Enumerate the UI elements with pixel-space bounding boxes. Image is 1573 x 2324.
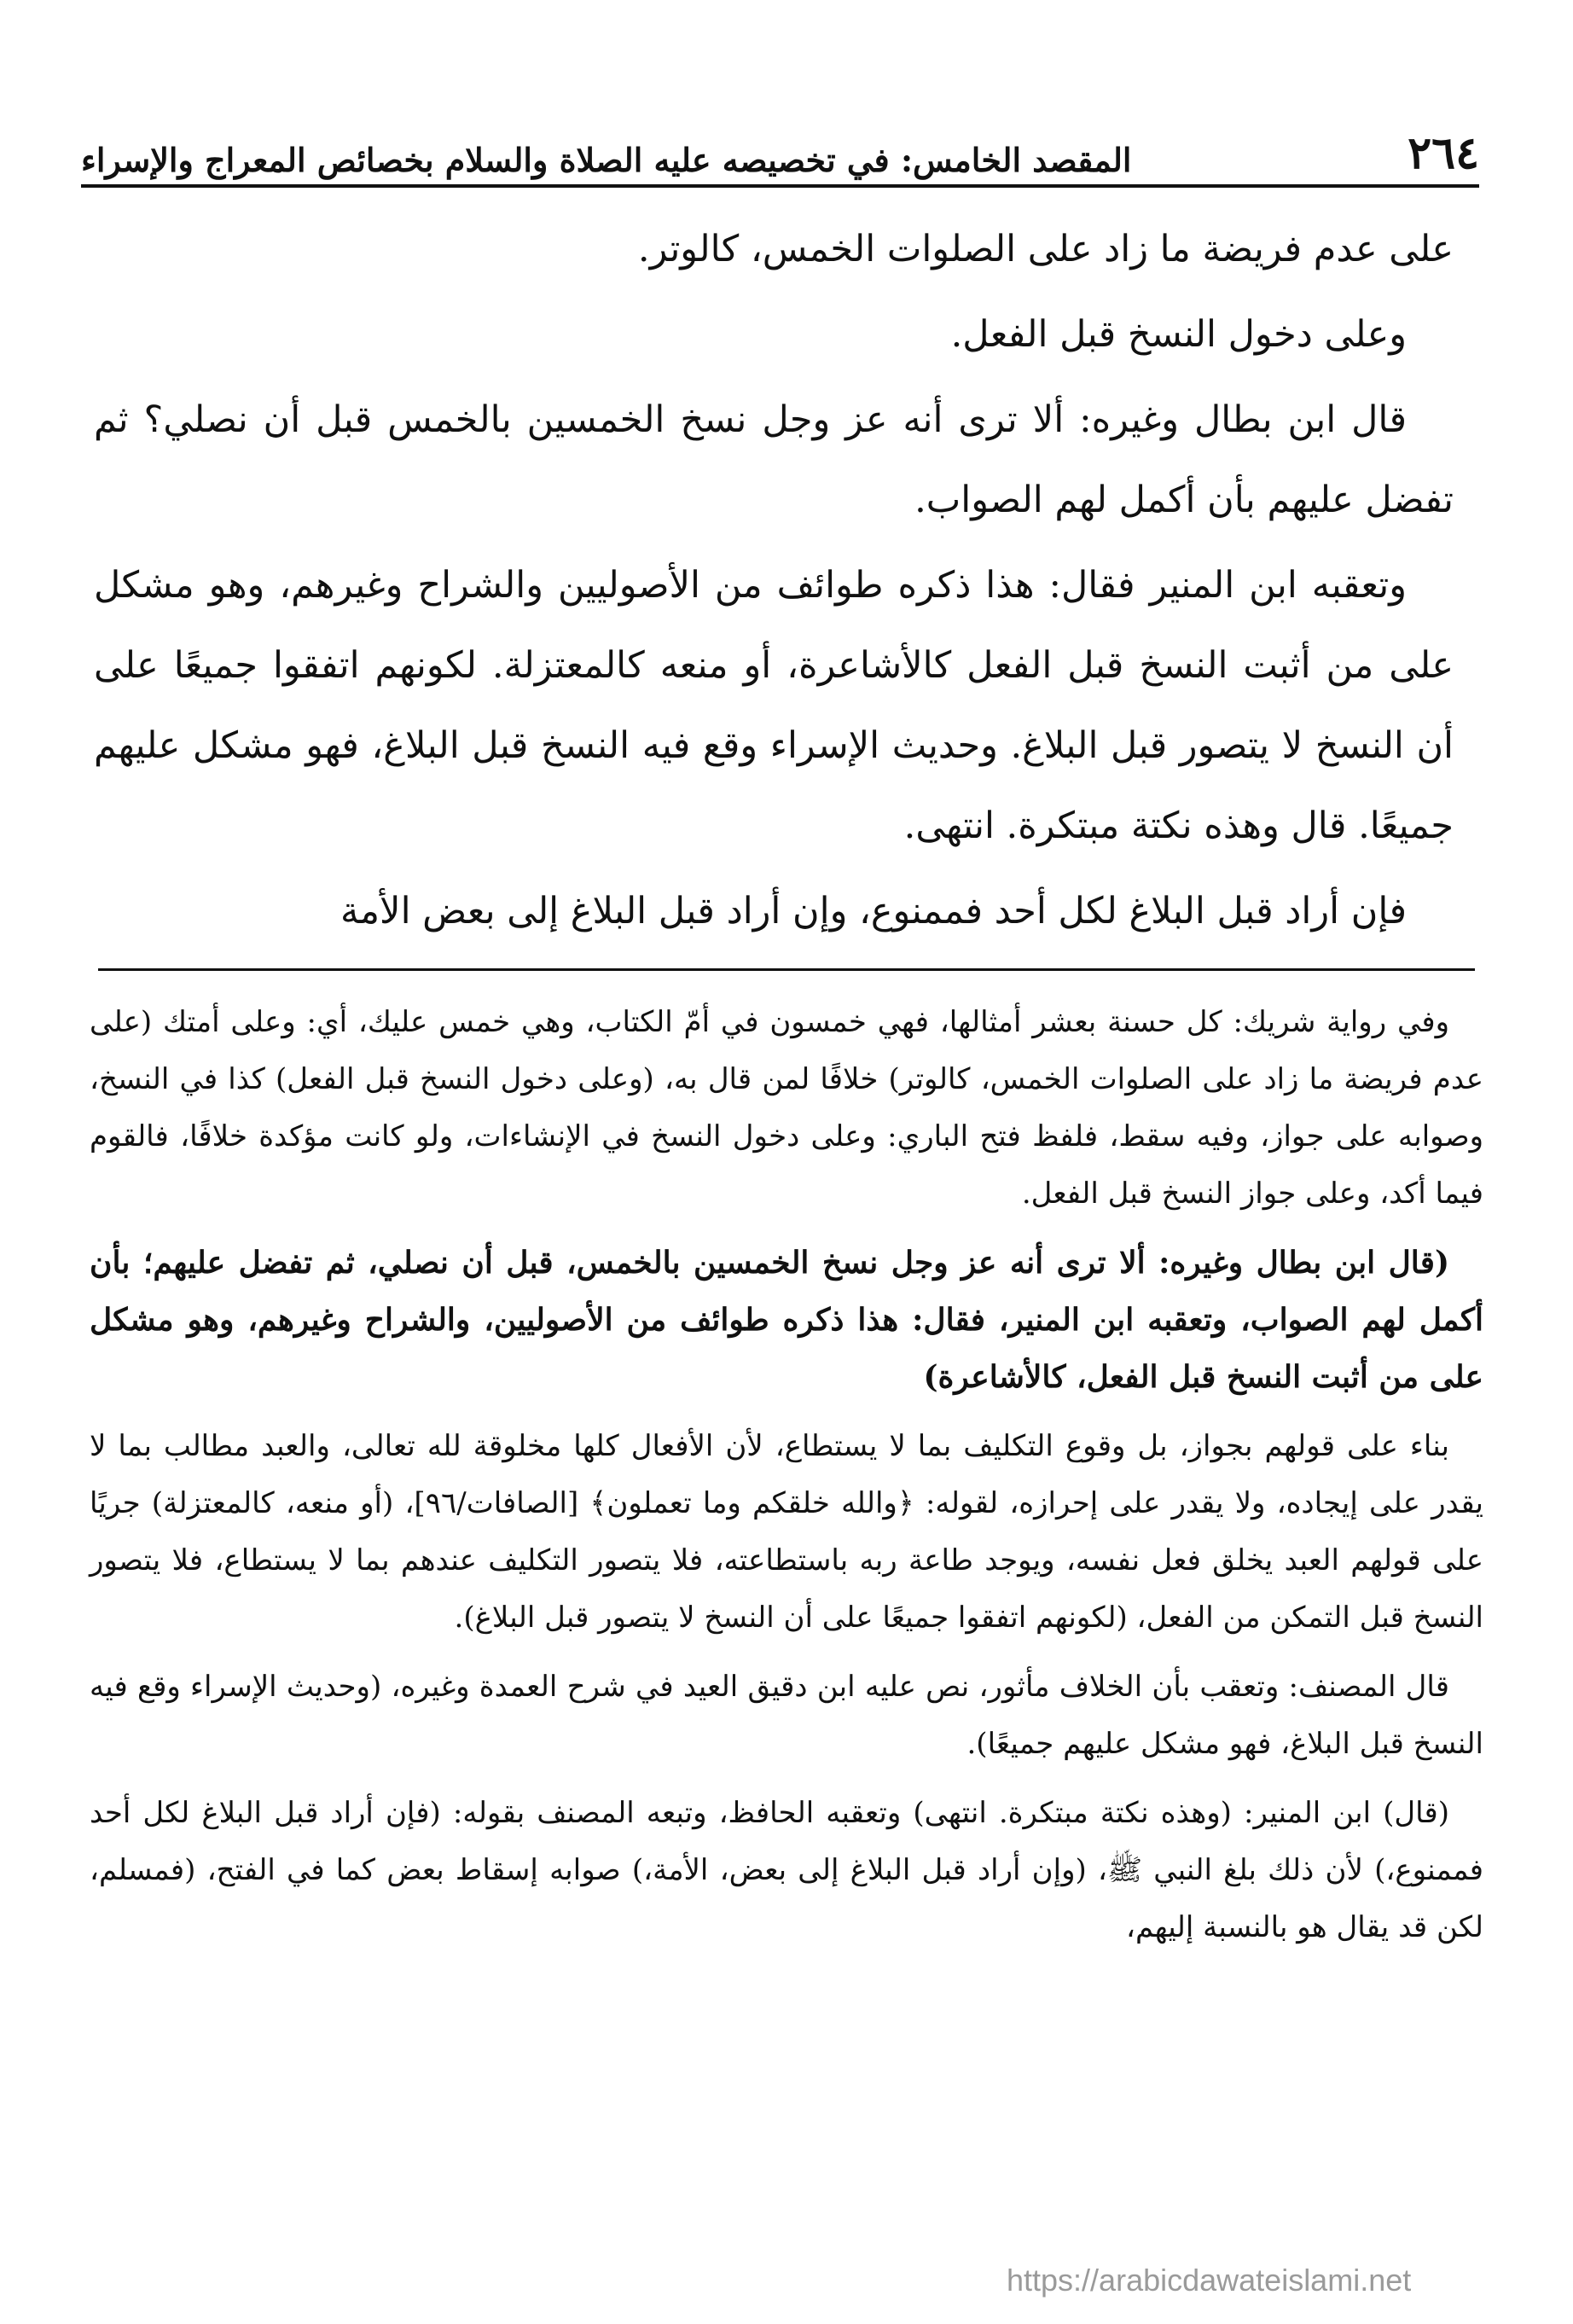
main-paragraph: وعلى دخول النسخ قبل الفعل. <box>950 313 1407 356</box>
main-text-body <box>94 209 1454 956</box>
page-number: ٢٦٤ <box>1408 127 1479 179</box>
page-header <box>81 119 1479 188</box>
main-paragraph: فإن أراد قبل البلاغ لكل أحد فممنوع، وإن أراد قبل البلاغ إلى بعض الأمة <box>340 890 1407 933</box>
commentary-paragraph: قال المصنف: وتعقب بأن الخلاف مأثور، نص عليه ابن دقيق العيد في شرح العمدة وغيره، (وحديث الإسراء وقع فيه النسخ قبل البلاغ، فهو مشكل عليهم جميعًا). <box>90 1670 1483 1761</box>
running-title: المقصد الخامس: في تخصيصه عليه الصلاة والسلام بخصائص المعراج والإسراء <box>81 141 1132 179</box>
commentary-paragraph: بناء على قولهم بجواز، بل وقوع التكليف بما لا يستطاع، لأن الأفعال كلها مخلوقة لله تعالى، والعبد مطالب بما لا يقدر على إيجاده، ولا يقدر على إحرازه، لقوله: ﴿والله خلقكم وما تعملون﴾ [الصافات/٩٦]، (أو منعه، كالمعتزلة) جريًا على قولهم العبد يخلق فعل نفسه، ويوجد طاعة ربه باستطاعته، فلا يتصور التكليف عندهم بما لا يستطاع، فلا يتصور النسخ قبل التمكن من الفعل، (لكونهم اتفقوا جميعًا على أن النسخ لا يتصور قبل البلاغ). <box>90 1429 1483 1635</box>
commentary-paragraph: (قال) ابن المنير: (وهذه نكتة مبتكرة. انتهى) وتعقبه الحافظ، وتبعه المصنف بقوله: (فإن أراد قبل البلاغ لكل أحد فممنوع،) لأن ذلك بلغ النبي ﷺ، (وإن أراد قبل البلاغ إلى بعض، الأمة،) صوابه إسقاط بعض كما في الفتح، (فمسلم، لكن قد يقال هو بالنسبة إليهم، <box>90 1796 1483 1944</box>
main-paragraph: على عدم فريضة ما زاد على الصلوات الخمس، كالوتر. <box>637 228 1454 270</box>
footnote-divider <box>98 968 1475 971</box>
main-paragraph: قال ابن بطال وغيره: ألا ترى أنه عز وجل نسخ الخمسين بالخمس قبل أن نصلي؟ ثم تفضل عليهم بأن أكمل لهم الصواب. <box>94 398 1454 521</box>
commentary-paragraph: وفي رواية شريك: كل حسنة بعشر أمثالها، فهي خمسون في أمّ الكتاب، وهي خمس عليك، أي: وعلى أمتك (على عدم فريضة ما زاد على الصلوات الخمس، كالوتر) خلافًا لمن قال به، (وعلى دخول النسخ قبل الفعل) كذا في النسخ، وصوابه على جواز، وفيه سقط، فلفظ فتح الباري: وعلى دخول النسخ في الإنشاءات، ولو كانت مؤكدة خلافًا، فالقوم فيما أكد، وعلى جواز النسخ قبل الفعل. <box>90 1005 1483 1211</box>
watermark-url: https://arabicdawateislami.net <box>1007 2263 1412 2298</box>
main-paragraph: وتعقبه ابن المنير فقال: هذا ذكره طوائف من الأصوليين والشراح وغيرهم، وهو مشكل على من أثبت النسخ قبل الفعل كالأشاعرة، أو منعه كالمعتزلة. لكونهم اتفقوا جميعًا على أن النسخ لا يتصور قبل البلاغ. وحديث الإسراء وقع فيه النسخ قبل البلاغ، فهو مشكل عليهم جميعًا. قال وهذه نكتة مبتكرة. انتهى. <box>94 564 1454 847</box>
commentary-section <box>90 994 1483 1968</box>
commentary-paragraph: (قال ابن بطال وغيره: ألا ترى أنه عز وجل نسخ الخمسين بالخمس، قبل أن نصلي، ثم تفضل عليهم؛ بأن أكمل لهم الصواب، وتعقبه ابن المنير، فقال: هذا ذكره طوائف من الأصوليين، والشراح وغيرهم، وهو مشكل على من أثبت النسخ قبل الفعل، كالأشاعرة) <box>90 1245 1484 1395</box>
